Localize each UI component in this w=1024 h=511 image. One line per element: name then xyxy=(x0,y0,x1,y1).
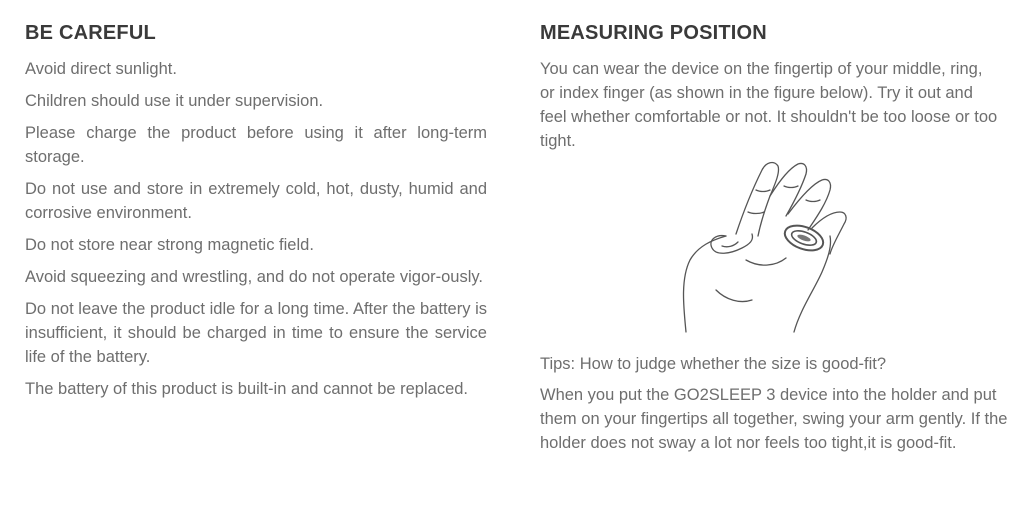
caution-item: The battery of this product is built-in and cannot be replaced. xyxy=(25,380,469,398)
tips-body: When you put the GO2SLEEP 3 device into the holder and put them on your fingertips all together, swing your arm gently. If the holder does not sway a lot nor feels too tight,it is good-fit. xyxy=(540,386,1008,452)
caution-item: Avoid squeezing and wrestling, and do not operate vigor-ously. xyxy=(25,268,484,286)
tips-title: Tips: How to judge whether the size is good-fit? xyxy=(540,355,887,373)
be-careful-heading: BE CAREFUL xyxy=(25,22,156,44)
caution-item: Avoid direct sunlight. xyxy=(25,60,177,78)
hand-ring-illustration-icon xyxy=(676,150,856,340)
caution-item: Please charge the product before using it after long-term storage. xyxy=(25,124,487,166)
caution-item: Do not leave the product idle for a long time. After the battery is insufficient, it should be charged in time to ensure the service life of the battery. xyxy=(25,300,487,366)
be-careful-section xyxy=(25,20,487,409)
caution-item: Children should use it under supervision. xyxy=(25,92,324,110)
tips-section xyxy=(540,352,1010,462)
measuring-position-heading: MEASURING POSITION xyxy=(540,22,767,44)
measuring-position-section xyxy=(540,20,1000,161)
measuring-intro: You can wear the device on the fingertip of your middle, ring, or index finger (as shown in the figure below). Try it out and feel whether comfortable or not. It shouldn't be too loose or too tight. xyxy=(540,60,998,150)
caution-item: Do not use and store in extremely cold, hot, dusty, humid and corrosive environment. xyxy=(25,180,487,222)
caution-item: Do not store near strong magnetic field. xyxy=(25,236,314,254)
